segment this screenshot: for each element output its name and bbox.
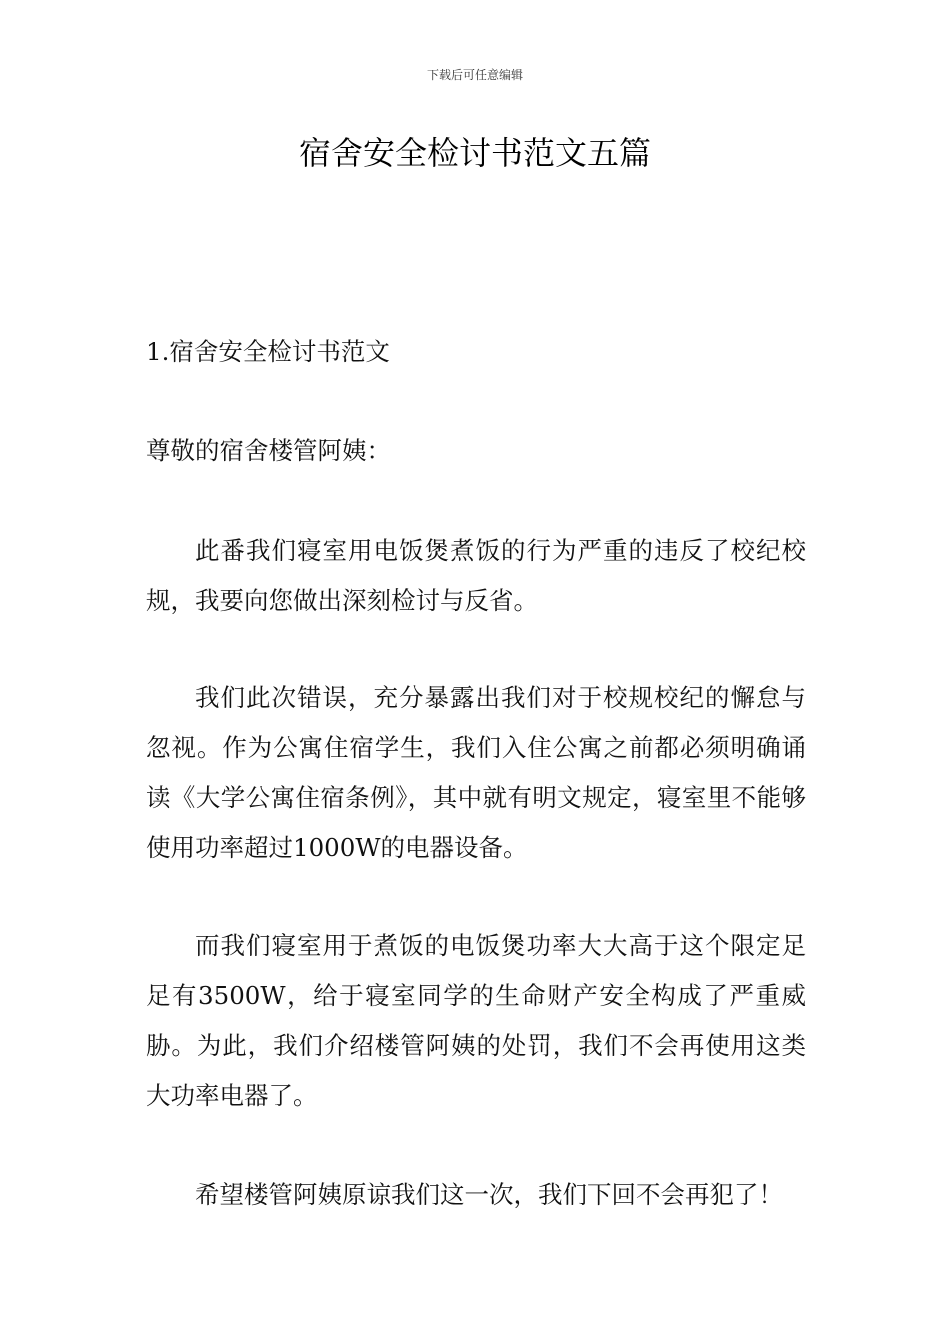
header-note: 下载后可任意编辑 [426,68,523,82]
salutation: 尊敬的宿舍楼管阿姨： [146,436,391,465]
paragraph: 我们此次错误，充分暴露出我们对于校规校纪的懈怠与忽视。作为公寓住宿学生，我们入住公寓之前都必须明确诵读《大学公寓住宿条例》，其中就有明文规定，寝室里不能够使用功率超过1000W的电器设备。 [146,683,806,862]
paragraph: 希望楼管阿姨原谅我们这一次，我们下回不会再犯了！ [195,1180,783,1209]
paragraph: 此番我们寝室用电饭煲煮饭的行为严重的违反了校纪校规，我要向您做出深刻检讨与反省。 [146,536,806,615]
document-title: 宿舍安全检讨书范文五篇 [298,134,651,172]
paragraph: 而我们寝室用于煮饭的电饭煲功率大大高于这个限定足足有3500W，给于寝室同学的生命财产安全构成了严重威胁。为此，我们介绍楼管阿姨的处罚，我们不会再使用这类大功率电器了。 [146,931,806,1110]
section-heading: 1.宿舍安全检讨书范文 [146,337,390,366]
